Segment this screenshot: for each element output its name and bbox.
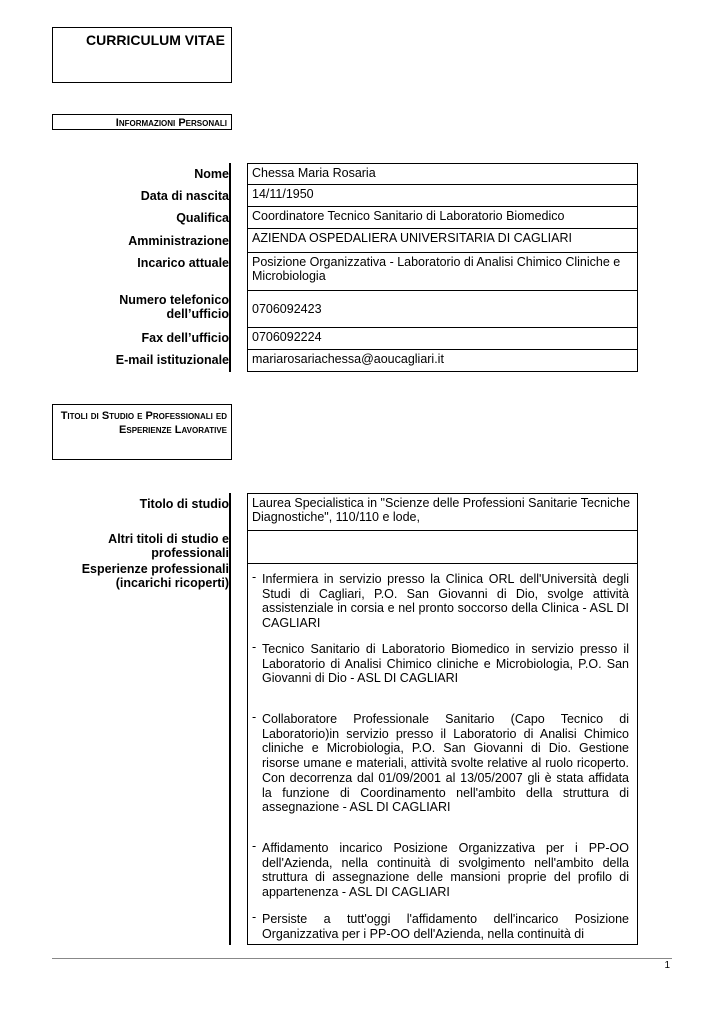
esperienza-item: Infermiera in servizio presso la Clinica ORL dell'Università degli Studi di Cagliari, P.O. San Giovanni di Dio, svolge attività assistenziale in corsia e nel pronto soccorso della Clinica - ASL DI CAGLIARI xyxy=(262,572,629,631)
value-qualifica: Coordinatore Tecnico Sanitario di Laboratorio Biomedico xyxy=(247,206,638,229)
label-data-nascita: Data di nascita xyxy=(140,189,229,203)
label-amministrazione: Amministrazione xyxy=(128,234,229,248)
label-column-divider xyxy=(229,493,231,945)
cv-title: CURRICULUM VITAE xyxy=(86,32,225,48)
label-qualifica: Qualifica xyxy=(176,211,229,225)
value-titolo-studio: Laurea Specialistica in "Scienze delle Professioni Sanitarie Tecniche Diagnostiche", 110/110 e lode, xyxy=(247,493,638,531)
value-incarico-attuale: Posizione Organizzativa - Laboratorio di Analisi Chimico Cliniche e Microbiologia xyxy=(247,252,638,291)
page-number: 1 xyxy=(664,960,670,971)
label-email: E-mail istituzionale xyxy=(115,353,229,367)
value-fax: 0706092224 xyxy=(247,327,638,350)
label-fax: Fax dell’ufficio xyxy=(141,331,229,345)
bullet-dash: - xyxy=(252,710,257,724)
esperienza-item: Tecnico Sanitario di Laboratorio Biomedico in servizio presso il Laboratorio di Analisi Chimico cliniche e Microbiologia, P.O. San Giovanni di Dio - ASL DI CAGLIARI xyxy=(262,642,629,686)
section-personal-heading: Informazioni Personali xyxy=(52,114,232,130)
label-nome: Nome xyxy=(194,167,229,181)
bullet-dash: - xyxy=(252,839,257,853)
esperienza-item: Persiste a tutt'oggi l'affidamento dell'incarico Posizione Organizzativa per i PP-OO dell'Azienda, nella continuità di xyxy=(262,912,629,941)
esperienze-list xyxy=(247,563,638,945)
bullet-dash: - xyxy=(252,640,257,654)
label-titolo-studio: Titolo di studio xyxy=(139,497,229,511)
value-amministrazione: AZIENDA OSPEDALIERA UNIVERSITARIA DI CAGLIARI xyxy=(247,228,638,253)
bullet-dash: - xyxy=(252,570,257,584)
value-altri-titoli xyxy=(247,530,638,564)
label-telefono: Numero telefonico dell’ufficio xyxy=(119,293,229,321)
label-altri-titoli: Altri titoli di studio e professionali xyxy=(108,532,229,560)
bullet-dash: - xyxy=(252,910,257,924)
cv-title-box xyxy=(52,27,232,83)
label-esperienze: Esperienze professionali (incarichi ricoperti) xyxy=(81,562,229,590)
esperienza-item: Collaboratore Professionale Sanitario (Capo Tecnico di Laboratorio)in servizio presso il Laboratorio di Analisi Chimico cliniche e Microbiologia, P.O. San Giovanni di Dio. Gestione risorse umane e materiali, attività svolte relative al ruolo ricoperto. Con decorrenza dal 01/09/2001 al 13/05/2007 gli è stata affidata la funzione di Coordinamento nell'ambito della struttura di assegnazione - ASL DI CAGLIARI xyxy=(262,712,629,815)
value-telefono: 0706092423 xyxy=(247,290,638,328)
esperienza-item: Affidamento incarico Posizione Organizzativa per i PP-OO dell'Azienda, nella continuità di svolgimento nell'ambito della struttura di assegnazione delle mansioni proprie del profilo di appartenenza - ASL DI CAGLIARI xyxy=(262,841,629,900)
value-nome: Chessa Maria Rosaria xyxy=(247,163,638,185)
footer-line xyxy=(52,958,672,959)
value-email: mariarosariachessa@aoucagliari.it xyxy=(247,349,638,372)
label-incarico-attuale: Incarico attuale xyxy=(137,256,229,270)
label-column-divider xyxy=(229,163,231,372)
value-data-nascita: 14/11/1950 xyxy=(247,184,638,207)
section-titles-heading: Titoli di Studio e Professionali ed Esperienze Lavorative xyxy=(52,404,232,460)
